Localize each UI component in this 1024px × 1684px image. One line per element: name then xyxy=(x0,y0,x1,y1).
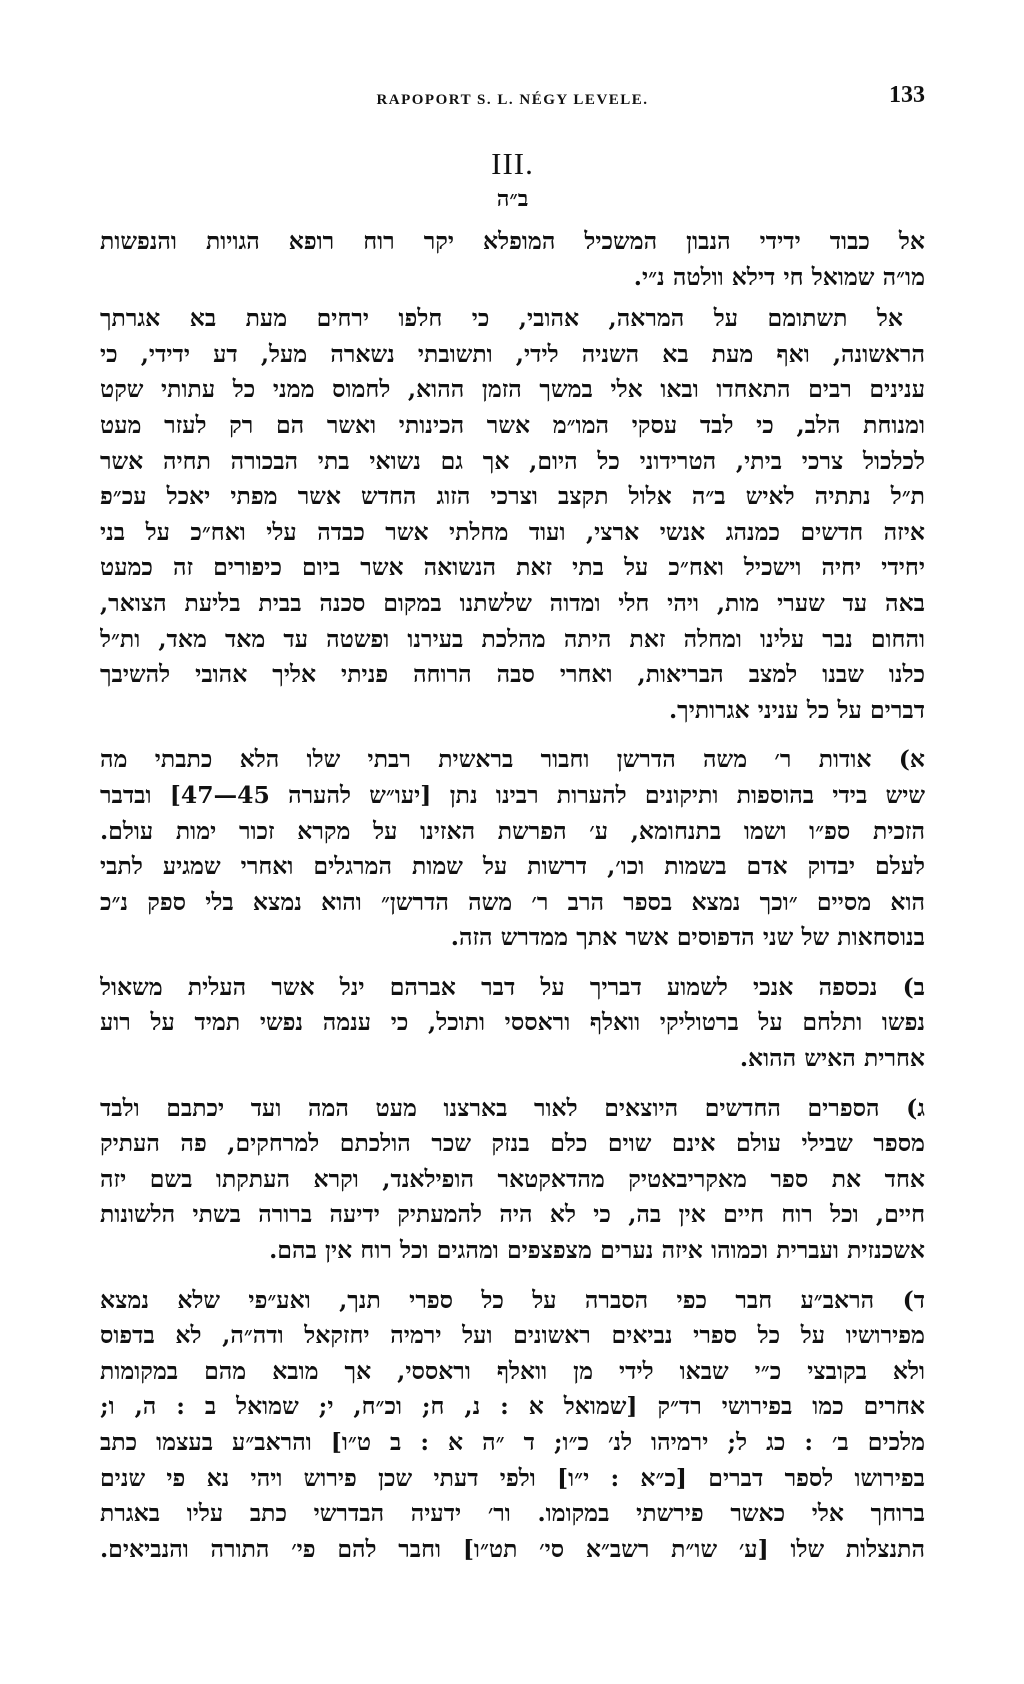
address-line: מו״ה שמואל חי דילא וולטה נ״י. xyxy=(633,262,925,291)
item-text: נכספה אנכי לשמוע דבריך על דבר אברהם ינל אשר העלית משאול xyxy=(100,972,878,1001)
paragraph-line: איזה חדשים כמנהג אנשי ארצי, ועוד מחלתי אשר כבדה עלי ואח״כ על בני xyxy=(100,517,925,546)
paragraph-line: אשכנזית ועברית וכמוהו איזה נערים מצפצפים ומהגים וכל רוח אין בהם. xyxy=(269,1236,925,1265)
paragraph-line xyxy=(100,1091,925,1127)
paragraph-line: מספר שבילי עולם אינם שוים כלם בנזק שכר הולכתם למרחקים, פה העתיק xyxy=(100,1129,925,1158)
page-number: 133 xyxy=(889,82,925,108)
paragraph-line: נפשו ותלחם על ברטוליקי וואלף וראססי ותוכל, כי ענמה נפשי תמיד על רוע xyxy=(100,1008,925,1037)
paragraph-line: דברים על כל עניני אגרותיך. xyxy=(668,695,925,724)
section-heading: ב״ה xyxy=(496,186,529,212)
item-c xyxy=(100,1091,925,1269)
item-marker: ב) xyxy=(902,972,925,1001)
paragraph-line: לעלם יבדוק אדם בשמות וכו׳, דרשות על שמות המרגלים ואחרי שמגיע לתבי xyxy=(100,852,925,881)
paragraph-line: שיש בידי בהוספות ותיקונים להערות רבינו נתן [יעו״ש להערה 45—47] ובדבר xyxy=(100,780,925,809)
book-page xyxy=(100,78,925,1567)
running-title: RAPOPORT S. L. NÉGY LEVELE. xyxy=(376,92,649,108)
item-text: הראב״ע חבר כפי הסברה על כל ספרי תנך, ואע״פי שלא נמצא xyxy=(100,1285,875,1314)
paragraph-line: יחידי יחיה וישכיל ואח״כ על בתי זאת הנשואה אשר ביום כיפורים זה כמעט xyxy=(100,553,925,582)
paragraph-line: ולא בקובצי כ״י שבאו לידי מן וואלף וראססי, אך מובא מהם במקומות xyxy=(100,1356,925,1385)
running-head xyxy=(100,78,925,118)
paragraph-line: והחום נבר עלינו ומחלה זאת היתה מהלכת בעירנו ופשטה עד מאד מאד, ות״ל xyxy=(100,624,925,653)
paragraph-line: ומנוחת הלב, כי לבד עסקי המו״מ אשר הכינותי ואשר הם רק לעזר מעט xyxy=(100,410,925,439)
paragraph-line: ברוחך אלי כאשר פירשתי במקומו. ור׳ ידעיה הבדרשי כתב עליו באגרת xyxy=(100,1499,925,1528)
paragraph-line: כלנו שבנו למצב הבריאות, ואחרי סבה הרוחה פניתי אליך אהובי להשיבך xyxy=(100,660,925,689)
item-b xyxy=(100,970,925,1077)
paragraph-line: בנוסחאות של שני הדפוסים אשר אתך ממדרש הזה. xyxy=(450,923,925,952)
paragraph-line: מלכים ב׳ : כג ל; ירמיהו לנ׳ כ״ו; ד ״ה א : ב ט״ו] והראב״ע בעצמו כתב xyxy=(100,1428,925,1456)
paragraph-line: ענינים רבים התאחדו ובאו אלי במשך הזמן ההוא, לחמוס ממני כל עתותי שקט xyxy=(100,375,925,404)
item-text: אודות ר׳ משה הדרשן וחבור בראשית רבתי שלו הלא כתבתי מה xyxy=(100,745,872,774)
item-marker: ד) xyxy=(902,1285,925,1314)
item-marker: א) xyxy=(898,745,925,774)
paragraph-line: מפירושיו על כל ספרי נביאים ראשונים ועל ירמיה יחזקאל ודה״ה, לא בדפוס xyxy=(100,1321,925,1350)
paragraph-line xyxy=(100,970,925,1006)
paragraph-line: אל תשתומם על המראה, אהובי, כי חלפו ירחים מעת בא אגרתך xyxy=(100,304,903,333)
paragraph-line: הוא מסיים ״וכך נמצא בספר הרב ר׳ משה הדרשן״ והוא נמצא בלי ספק נ״כ xyxy=(100,887,925,916)
item-a xyxy=(100,742,925,956)
paragraph-line: הראשונה, ואף מעת בא השניה לידי, ותשובתי נשארה מעל, דע ידידי, כי xyxy=(100,339,925,368)
item-d xyxy=(100,1283,925,1568)
address-block xyxy=(100,224,925,295)
paragraph-line: אחד את ספר מאקריבאטיק מהדאקטאר הופילאנד, וקרא העתקתו בשם יזה xyxy=(100,1164,925,1193)
item-marker: ג) xyxy=(906,1093,925,1122)
paragraph-line: התנצלות שלו [ע׳ שו״ת רשב״א סי׳ תט״ו] וחבר להם פי׳ התורה והנביאים. xyxy=(100,1534,925,1563)
section-number: III. xyxy=(491,146,534,181)
paragraph-line: אחרית האיש ההוא. xyxy=(739,1044,925,1073)
intro-paragraph xyxy=(100,301,925,728)
paragraph-line: הזכית ספ״ו ושמו בתנחומא, ע׳ הפרשת האזינו על מקרא זכור ימות עולם. xyxy=(100,816,925,845)
paragraph-line: באה עד שערי מות, ויהי חלי ומדוה שלשתנו במקום סכנה בבית בליעת הצואר, xyxy=(100,588,925,617)
paragraph-line: אחרים כמו בפירושי רד״ק [שמואל א : נ, ח; וכ״ח, י; שמואל ב : ה, ו; xyxy=(100,1392,925,1421)
paragraph-line xyxy=(100,742,925,778)
paragraph-line: ת״ל נתתיה לאיש ב״ה אלול תקצב וצרכי הזוג החדש אשר מפתי יאכל עכ״פ xyxy=(100,482,925,511)
item-text: הספרים החדשים היוצאים לאור בארצנו מעט המה ועד יכתבם ולבד xyxy=(100,1093,880,1122)
paragraph-line: לכלכול צרכי ביתי, הטרידוני כל היום, אך גם נשואי בתי הבכורה תחיה אשר xyxy=(100,446,925,475)
paragraph-line: בפירושו לספר דברים [כ״א : י״ו] ולפי דעתי שכן פירוש ויהי נא פי שנים xyxy=(100,1463,925,1492)
paragraph-line: חיים, וכל רוח חיים אין בה, כי לא היה להמעתיק ידיעה ברורה בשתי הלשונות xyxy=(100,1200,925,1229)
address-line: אל כבוד ידידי הנבון המשכיל המופלא יקר רוח רופא הגויות והנפשות xyxy=(100,227,925,255)
paragraph-line xyxy=(100,1283,925,1319)
